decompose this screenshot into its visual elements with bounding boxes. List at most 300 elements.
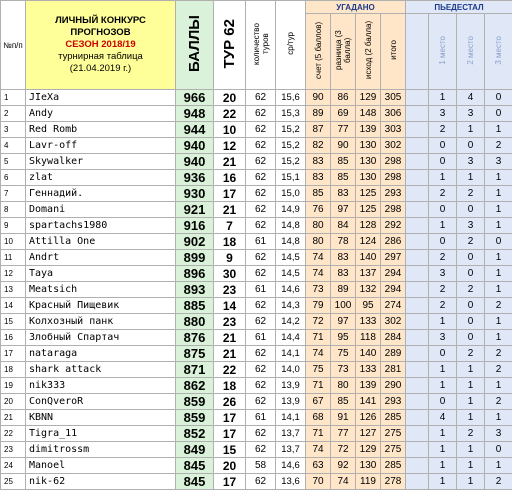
third-place-count: 0 xyxy=(485,234,512,250)
guessed-total: 289 xyxy=(381,346,406,362)
participant-name: Геннадий. xyxy=(26,186,176,202)
exact-count: 89 xyxy=(306,106,331,122)
participant-name: Meatsich xyxy=(26,282,176,298)
table-row xyxy=(1,282,512,298)
tour-score: 23 xyxy=(214,282,246,298)
guessed-total: 285 xyxy=(381,458,406,474)
tour-score: 10 xyxy=(214,122,246,138)
participant-name: Злобный Спартач xyxy=(26,330,176,346)
third-place-count: 1 xyxy=(485,458,512,474)
guessed-total: 298 xyxy=(381,154,406,170)
podium-spacer-cell xyxy=(406,458,429,474)
outcome-count: 126 xyxy=(356,410,381,426)
podium-spacer-cell xyxy=(406,234,429,250)
guessed-total: 275 xyxy=(381,442,406,458)
participant-name: Red Romb xyxy=(26,122,176,138)
podium-spacer-cell xyxy=(406,282,429,298)
table-row xyxy=(1,346,512,362)
diff-count: 83 xyxy=(331,266,356,282)
tour-count: 62 xyxy=(246,186,276,202)
first-place-count: 1 xyxy=(429,426,457,442)
avg-per-tour: 14,9 xyxy=(276,202,306,218)
score-cell: 852 xyxy=(176,426,214,442)
podium-group-header: ПЬЕДЕСТАЛ xyxy=(406,1,512,14)
participant-name: Attilla One xyxy=(26,234,176,250)
first-place-count: 2 xyxy=(429,298,457,314)
outcome-count: 137 xyxy=(356,266,381,282)
participant-name: JIeXa xyxy=(26,90,176,106)
first-place-count: 1 xyxy=(429,458,457,474)
second-place-count: 0 xyxy=(457,298,485,314)
exact-count: 67 xyxy=(306,394,331,410)
outcome-count: 140 xyxy=(356,346,381,362)
avg-per-tour: 15,2 xyxy=(276,154,306,170)
podium-spacer-cell xyxy=(406,138,429,154)
third-place-count: 1 xyxy=(485,186,512,202)
podium-spacer-cell xyxy=(406,266,429,282)
outcome-count: 124 xyxy=(356,234,381,250)
row-number: 5 xyxy=(1,154,26,170)
tour-count: 62 xyxy=(246,202,276,218)
tour-count: 62 xyxy=(246,442,276,458)
diff-count: 97 xyxy=(331,314,356,330)
first-place-count: 2 xyxy=(429,250,457,266)
participant-name: Andy xyxy=(26,106,176,122)
avg-per-tour: 14,5 xyxy=(276,250,306,266)
guessed-total: 303 xyxy=(381,122,406,138)
p2-header: 2 место xyxy=(457,14,485,90)
participant-name: Manoel xyxy=(26,458,176,474)
exact-count: 74 xyxy=(306,442,331,458)
guessed-total: 305 xyxy=(381,90,406,106)
outcome-count: 141 xyxy=(356,394,381,410)
score-cell: 940 xyxy=(176,138,214,154)
first-place-count: 0 xyxy=(429,202,457,218)
avg-per-tour: 15,0 xyxy=(276,186,306,202)
tour-count: 62 xyxy=(246,474,276,490)
table-row xyxy=(1,442,512,458)
score-cell: 916 xyxy=(176,218,214,234)
row-number: 3 xyxy=(1,122,26,138)
third-place-count: 1 xyxy=(485,410,512,426)
exact-count: 82 xyxy=(306,138,331,154)
tour-score: 21 xyxy=(214,202,246,218)
row-number: 6 xyxy=(1,170,26,186)
row-number: 10 xyxy=(1,234,26,250)
third-place-count: 1 xyxy=(485,330,512,346)
row-number: 24 xyxy=(1,458,26,474)
row-number: 14 xyxy=(1,298,26,314)
tour-count: 62 xyxy=(246,378,276,394)
row-number: 1 xyxy=(1,90,26,106)
score-cell: 871 xyxy=(176,362,214,378)
exact-count: 79 xyxy=(306,298,331,314)
diff-count: 77 xyxy=(331,122,356,138)
first-place-count: 3 xyxy=(429,330,457,346)
podium-spacer-cell xyxy=(406,394,429,410)
guessed-total: 292 xyxy=(381,218,406,234)
table-row xyxy=(1,234,512,250)
avg-per-tour: 14,4 xyxy=(276,330,306,346)
podium-spacer xyxy=(406,14,429,90)
title-line1: ЛИЧНЫЙ КОНКУРС xyxy=(26,15,175,27)
second-place-count: 3 xyxy=(457,218,485,234)
avg-per-tour: 14,5 xyxy=(276,266,306,282)
score-header: БАЛЛЫ xyxy=(176,1,214,90)
score-cell: 896 xyxy=(176,266,214,282)
second-place-count: 2 xyxy=(457,426,485,442)
num-header: №п/п xyxy=(1,1,26,90)
table-row xyxy=(1,138,512,154)
count-header: количество туров xyxy=(246,1,276,90)
score-cell: 940 xyxy=(176,154,214,170)
diff-count: 92 xyxy=(331,458,356,474)
outcome-header: исход (2 балла) xyxy=(356,14,381,90)
guessed-total: 302 xyxy=(381,314,406,330)
participant-name: Taya xyxy=(26,266,176,282)
tour-score: 17 xyxy=(214,426,246,442)
guessed-total: 294 xyxy=(381,266,406,282)
score-cell: 859 xyxy=(176,410,214,426)
diff-count: 97 xyxy=(331,202,356,218)
second-place-count: 1 xyxy=(457,122,485,138)
diff-count: 95 xyxy=(331,330,356,346)
third-place-count: 2 xyxy=(485,298,512,314)
table-row xyxy=(1,154,512,170)
row-number: 18 xyxy=(1,362,26,378)
row-number: 17 xyxy=(1,346,26,362)
first-place-count: 1 xyxy=(429,218,457,234)
tour-count: 62 xyxy=(246,426,276,442)
table-row xyxy=(1,474,512,490)
podium-spacer-cell xyxy=(406,250,429,266)
exact-count: 83 xyxy=(306,170,331,186)
tour-count: 61 xyxy=(246,410,276,426)
tour-count: 62 xyxy=(246,394,276,410)
avg-per-tour: 14,0 xyxy=(276,362,306,378)
table-row xyxy=(1,106,512,122)
p3-header: 3 место xyxy=(485,14,512,90)
exact-count: 75 xyxy=(306,362,331,378)
score-cell: 936 xyxy=(176,170,214,186)
exact-count: 74 xyxy=(306,266,331,282)
second-place-count: 3 xyxy=(457,106,485,122)
tour-score: 26 xyxy=(214,394,246,410)
tour-count: 62 xyxy=(246,106,276,122)
first-place-count: 1 xyxy=(429,90,457,106)
second-place-count: 2 xyxy=(457,282,485,298)
outcome-count: 132 xyxy=(356,282,381,298)
third-place-count: 0 xyxy=(485,442,512,458)
second-place-count: 1 xyxy=(457,378,485,394)
podium-spacer-cell xyxy=(406,474,429,490)
exact-count: 87 xyxy=(306,122,331,138)
tour-score: 20 xyxy=(214,458,246,474)
table-row xyxy=(1,186,512,202)
podium-spacer-cell xyxy=(406,378,429,394)
tour-score: 9 xyxy=(214,250,246,266)
avg-per-tour: 14,6 xyxy=(276,458,306,474)
tour-count: 62 xyxy=(246,170,276,186)
outcome-count: 95 xyxy=(356,298,381,314)
participant-name: Domani xyxy=(26,202,176,218)
row-number: 13 xyxy=(1,282,26,298)
tour-score: 23 xyxy=(214,314,246,330)
avg-per-tour: 13,9 xyxy=(276,378,306,394)
tour-count: 61 xyxy=(246,330,276,346)
diff-count: 90 xyxy=(331,138,356,154)
diff-count: 80 xyxy=(331,378,356,394)
p1-header: 1 место xyxy=(429,14,457,90)
guessed-total: 294 xyxy=(381,282,406,298)
second-place-count: 1 xyxy=(457,410,485,426)
tour-header: ТУР 62 xyxy=(214,1,246,90)
table-row xyxy=(1,266,512,282)
second-place-count: 3 xyxy=(457,154,485,170)
row-number: 12 xyxy=(1,266,26,282)
tour-score: 18 xyxy=(214,378,246,394)
third-place-count: 1 xyxy=(485,202,512,218)
participant-name: Andrt xyxy=(26,250,176,266)
podium-spacer-cell xyxy=(406,154,429,170)
outcome-count: 139 xyxy=(356,378,381,394)
avg-per-tour: 13,6 xyxy=(276,474,306,490)
tour-score: 30 xyxy=(214,266,246,282)
tour-score: 21 xyxy=(214,346,246,362)
diff-count: 72 xyxy=(331,442,356,458)
diff-count: 86 xyxy=(331,90,356,106)
avg-per-tour: 14,8 xyxy=(276,234,306,250)
third-place-count: 1 xyxy=(485,170,512,186)
row-number: 7 xyxy=(1,186,26,202)
diff-count: 84 xyxy=(331,218,356,234)
table-row xyxy=(1,202,512,218)
second-place-count: 1 xyxy=(457,362,485,378)
first-place-count: 1 xyxy=(429,474,457,490)
first-place-count: 1 xyxy=(429,362,457,378)
row-number: 16 xyxy=(1,330,26,346)
guessed-total: 286 xyxy=(381,234,406,250)
outcome-count: 148 xyxy=(356,106,381,122)
third-place-count: 1 xyxy=(485,250,512,266)
third-place-count: 3 xyxy=(485,154,512,170)
podium-spacer-cell xyxy=(406,122,429,138)
second-place-count: 1 xyxy=(457,394,485,410)
outcome-count: 125 xyxy=(356,186,381,202)
table-body xyxy=(1,90,512,490)
exact-count: 74 xyxy=(306,346,331,362)
guessed-total: 275 xyxy=(381,426,406,442)
tour-score: 16 xyxy=(214,170,246,186)
tour-count: 61 xyxy=(246,282,276,298)
score-cell: 944 xyxy=(176,122,214,138)
third-place-count: 1 xyxy=(485,266,512,282)
score-cell: 875 xyxy=(176,346,214,362)
second-place-count: 0 xyxy=(457,266,485,282)
tour-count: 58 xyxy=(246,458,276,474)
third-place-count: 3 xyxy=(485,426,512,442)
table-row xyxy=(1,170,512,186)
tour-count: 62 xyxy=(246,154,276,170)
tour-score: 7 xyxy=(214,218,246,234)
tour-count: 62 xyxy=(246,362,276,378)
podium-spacer-cell xyxy=(406,442,429,458)
avg-per-tour: 15,2 xyxy=(276,138,306,154)
first-place-count: 0 xyxy=(429,394,457,410)
score-cell: 885 xyxy=(176,298,214,314)
first-place-count: 0 xyxy=(429,234,457,250)
date-label: (21.04.2019 г.) xyxy=(26,63,175,75)
second-place-count: 1 xyxy=(457,442,485,458)
outcome-count: 130 xyxy=(356,458,381,474)
third-place-count: 1 xyxy=(485,378,512,394)
exact-count: 85 xyxy=(306,186,331,202)
exact-count: 73 xyxy=(306,282,331,298)
avg-per-tour: 15,6 xyxy=(276,90,306,106)
podium-spacer-cell xyxy=(406,298,429,314)
exact-count: 71 xyxy=(306,378,331,394)
guessed-total: 274 xyxy=(381,298,406,314)
diff-count: 74 xyxy=(331,474,356,490)
third-place-count: 1 xyxy=(485,122,512,138)
row-number: 15 xyxy=(1,314,26,330)
exact-count: 74 xyxy=(306,250,331,266)
participant-name: spartachs1980 xyxy=(26,218,176,234)
guessed-total: 297 xyxy=(381,250,406,266)
score-cell: 948 xyxy=(176,106,214,122)
exact-count: 90 xyxy=(306,90,331,106)
tour-count: 62 xyxy=(246,122,276,138)
participant-name: Lavr-off xyxy=(26,138,176,154)
row-number: 21 xyxy=(1,410,26,426)
avg-per-tour: 13,7 xyxy=(276,426,306,442)
row-number: 8 xyxy=(1,202,26,218)
guessed-total: 285 xyxy=(381,410,406,426)
score-cell: 845 xyxy=(176,474,214,490)
avg-per-tour: 15,1 xyxy=(276,170,306,186)
exact-count: 83 xyxy=(306,154,331,170)
score-cell: 849 xyxy=(176,442,214,458)
season-label: СЕЗОН 2018/19 xyxy=(26,39,175,51)
third-place-count: 1 xyxy=(485,218,512,234)
diff-count: 75 xyxy=(331,346,356,362)
outcome-count: 139 xyxy=(356,122,381,138)
tour-score: 17 xyxy=(214,474,246,490)
row-number: 22 xyxy=(1,426,26,442)
participant-name: Красный Пищевик xyxy=(26,298,176,314)
outcome-count: 118 xyxy=(356,330,381,346)
tour-count: 62 xyxy=(246,314,276,330)
avg-per-tour: 14,1 xyxy=(276,346,306,362)
diff-count: 85 xyxy=(331,170,356,186)
diff-count: 83 xyxy=(331,186,356,202)
table-row xyxy=(1,410,512,426)
table-row xyxy=(1,250,512,266)
second-place-count: 1 xyxy=(457,170,485,186)
row-number: 19 xyxy=(1,378,26,394)
avg-per-tour: 15,2 xyxy=(276,122,306,138)
tour-count: 62 xyxy=(246,298,276,314)
diff-count: 77 xyxy=(331,426,356,442)
first-place-count: 1 xyxy=(429,378,457,394)
second-place-count: 0 xyxy=(457,314,485,330)
row-number: 11 xyxy=(1,250,26,266)
score-cell: 862 xyxy=(176,378,214,394)
avg-per-tour: 14,2 xyxy=(276,314,306,330)
first-place-count: 3 xyxy=(429,106,457,122)
podium-spacer-cell xyxy=(406,362,429,378)
score-cell: 899 xyxy=(176,250,214,266)
guessed-total: 298 xyxy=(381,170,406,186)
table-row xyxy=(1,314,512,330)
title-cell xyxy=(26,1,176,90)
avg-per-tour: 15,3 xyxy=(276,106,306,122)
second-place-count: 1 xyxy=(457,458,485,474)
participant-name: nik333 xyxy=(26,378,176,394)
outcome-count: 133 xyxy=(356,314,381,330)
second-place-count: 2 xyxy=(457,346,485,362)
score-cell: 859 xyxy=(176,394,214,410)
participant-name: nik-62 xyxy=(26,474,176,490)
podium-spacer-cell xyxy=(406,346,429,362)
score-cell: 966 xyxy=(176,90,214,106)
row-number: 2 xyxy=(1,106,26,122)
guessed-total: 293 xyxy=(381,186,406,202)
second-place-count: 2 xyxy=(457,234,485,250)
table-row xyxy=(1,378,512,394)
guessed-total: 284 xyxy=(381,330,406,346)
second-place-count: 0 xyxy=(457,330,485,346)
score-cell: 921 xyxy=(176,202,214,218)
exact-count: 76 xyxy=(306,202,331,218)
tour-count: 62 xyxy=(246,138,276,154)
row-number: 23 xyxy=(1,442,26,458)
first-place-count: 3 xyxy=(429,266,457,282)
score-cell: 902 xyxy=(176,234,214,250)
score-cell: 876 xyxy=(176,330,214,346)
title-line2: ПРОГНОЗОВ xyxy=(26,27,175,39)
outcome-count: 125 xyxy=(356,202,381,218)
podium-spacer-cell xyxy=(406,186,429,202)
second-place-count: 0 xyxy=(457,250,485,266)
tour-count: 62 xyxy=(246,266,276,282)
outcome-count: 119 xyxy=(356,474,381,490)
podium-spacer-cell xyxy=(406,314,429,330)
third-place-count: 2 xyxy=(485,474,512,490)
first-place-count: 2 xyxy=(429,122,457,138)
row-number: 20 xyxy=(1,394,26,410)
tour-score: 17 xyxy=(214,410,246,426)
outcome-count: 129 xyxy=(356,90,381,106)
second-place-count: 1 xyxy=(457,474,485,490)
first-place-count: 2 xyxy=(429,282,457,298)
table-row xyxy=(1,90,512,106)
third-place-count: 2 xyxy=(485,138,512,154)
second-place-count: 2 xyxy=(457,186,485,202)
table-row xyxy=(1,122,512,138)
guessed-total: 290 xyxy=(381,378,406,394)
participant-name: shark attack xyxy=(26,362,176,378)
tour-count: 62 xyxy=(246,218,276,234)
guessed-group-header: УГАДАНО xyxy=(306,1,406,14)
exact-count: 68 xyxy=(306,410,331,426)
third-place-count: 0 xyxy=(485,106,512,122)
tour-count: 62 xyxy=(246,346,276,362)
table-row xyxy=(1,362,512,378)
third-place-count: 2 xyxy=(485,362,512,378)
third-place-count: 2 xyxy=(485,346,512,362)
outcome-count: 133 xyxy=(356,362,381,378)
